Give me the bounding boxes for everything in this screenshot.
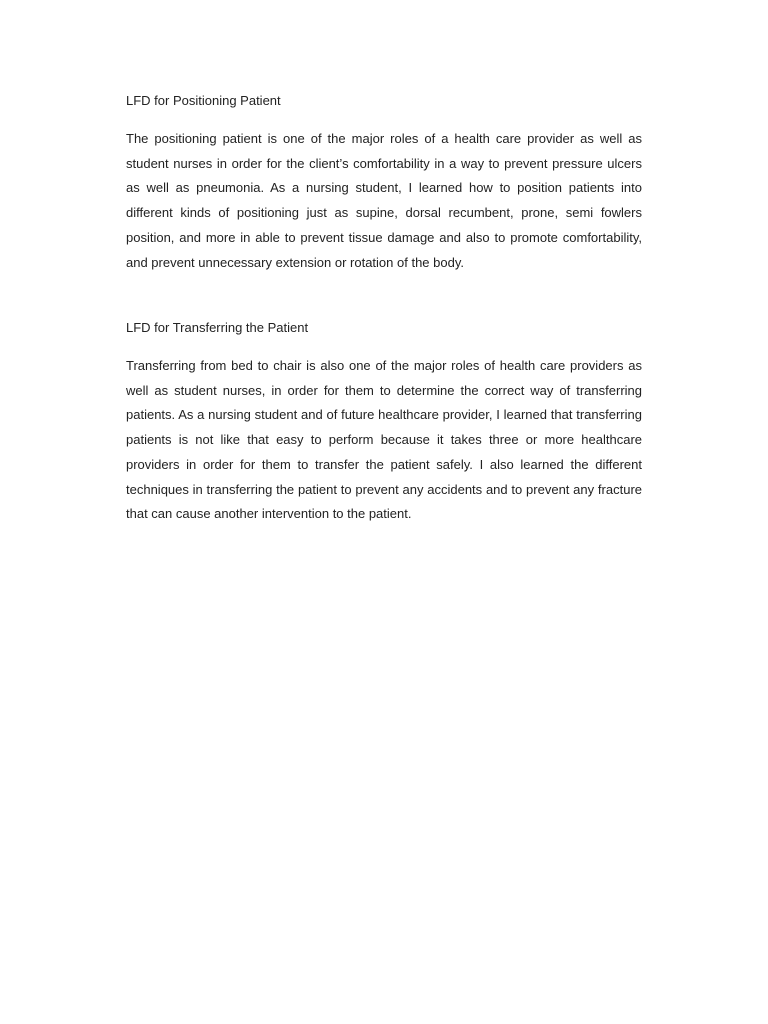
section-heading: LFD for Positioning Patient — [126, 93, 281, 108]
section-paragraph: The positioning patient is one of the major roles of a health care provider as well as student nurses in order for the client’s comfortability in a way to prevent pressure ulcers as well as pneumonia. As a nursing student, I learned how to position patients into different kinds of positioning just as supine, dorsal recumbent, prone, semi fowlers position, and more in able to prevent tissue damage and also to promote comfortability, and prevent unnecessary extension or rotation of the body. — [126, 131, 642, 270]
section-heading: LFD for Transferring the Patient — [126, 320, 309, 335]
section-positioning-patient — [126, 93, 642, 275]
section-transferring-patient — [126, 320, 642, 527]
section-paragraph: Transferring from bed to chair is also one of the major roles of health care providers as well as student nurses, in order for them to determine the correct way of transferring patients. As a nursing student and of future healthcare provider, I learned that transferring patients is not like that easy to perform because it takes three or more healthcare providers in order for them to transfer the patient safely. I also learned the different techniques in transferring the patient to prevent any accidents and to prevent any fracture that can cause another intervention to the patient. — [126, 358, 642, 522]
